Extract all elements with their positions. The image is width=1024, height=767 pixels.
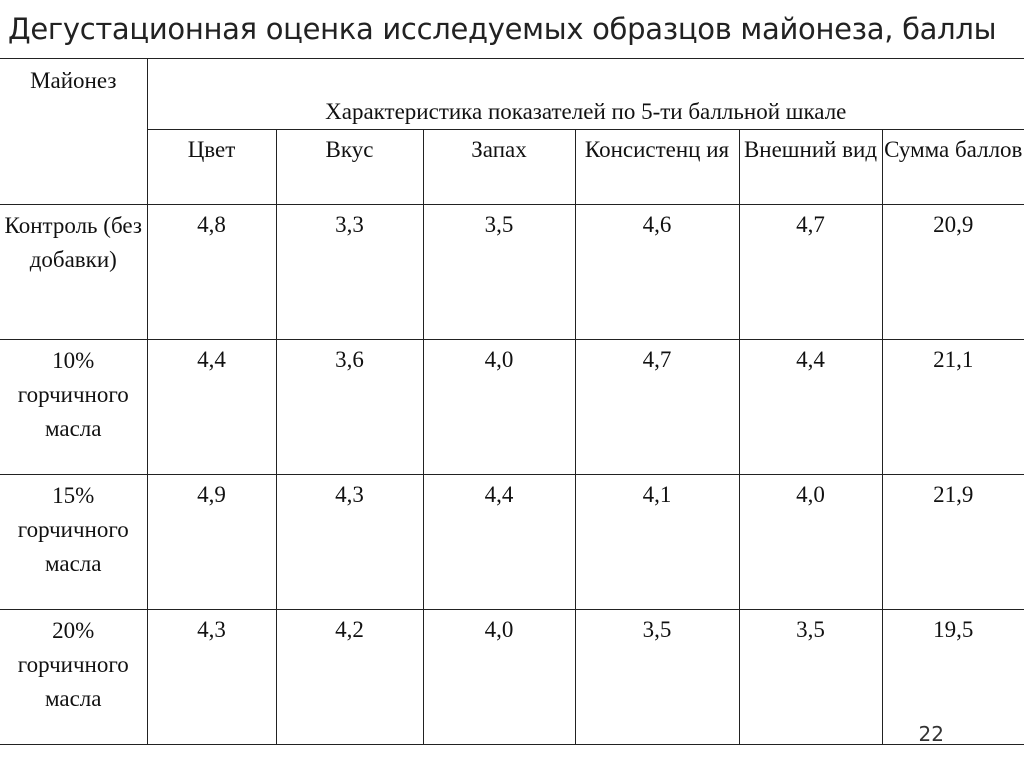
table-cell: 4,7 — [739, 205, 882, 340]
table-row — [0, 205, 1024, 340]
table-cell: 4,9 — [147, 475, 276, 610]
table-cell: 3,5 — [575, 610, 739, 745]
column-header: Консистенц ия — [575, 130, 739, 205]
table-cell: 20,9 — [882, 205, 1024, 340]
table-cell: 4,3 — [276, 475, 423, 610]
table-cell: 4,4 — [147, 340, 276, 475]
table-cell: 4,6 — [575, 205, 739, 340]
table-cell: 4,1 — [575, 475, 739, 610]
column-header: Внешний вид — [739, 130, 882, 205]
row-label: 20% горчичного масла — [0, 610, 147, 745]
table-cell: 4,3 — [147, 610, 276, 745]
column-header: Сумма баллов — [882, 130, 1024, 205]
tasting-table — [0, 58, 1024, 745]
column-header: Запах — [423, 130, 575, 205]
table-cell: 21,9 — [882, 475, 1024, 610]
row-label: 15% горчичного масла — [0, 475, 147, 610]
table-row — [0, 340, 1024, 475]
table-cell: 4,4 — [739, 340, 882, 475]
table-subheader-row — [0, 130, 1024, 205]
column-header: Цвет — [147, 130, 276, 205]
table-cell: 4,7 — [575, 340, 739, 475]
table-cell: 19,5 — [882, 610, 1024, 745]
table-cell: 4,2 — [276, 610, 423, 745]
page-number: 22 — [918, 722, 944, 746]
table-row — [0, 475, 1024, 610]
table-cell: 21,1 — [882, 340, 1024, 475]
table-cell: 4,0 — [423, 610, 575, 745]
group-header-cell — [147, 59, 1024, 130]
table-cell: 3,6 — [276, 340, 423, 475]
table-cell: 3,5 — [423, 205, 575, 340]
group-header-label: Характеристика показателей по 5-ти балльной шкале — [325, 99, 847, 124]
column-header: Вкус — [276, 130, 423, 205]
table-header-row — [0, 59, 1024, 130]
slide-title: Дегустационная оценка исследуемых образцов майонеза, баллы — [8, 12, 997, 46]
row-label: Контроль (без добавки) — [0, 205, 147, 340]
table-cell: 3,5 — [739, 610, 882, 745]
table-cell: 4,0 — [423, 340, 575, 475]
row-header-cell: Майонез — [0, 59, 147, 205]
table-cell: 4,8 — [147, 205, 276, 340]
table-cell: 4,0 — [739, 475, 882, 610]
table-cell: 3,3 — [276, 205, 423, 340]
row-label: 10% горчичного масла — [0, 340, 147, 475]
table-row — [0, 610, 1024, 745]
table-cell: 4,4 — [423, 475, 575, 610]
